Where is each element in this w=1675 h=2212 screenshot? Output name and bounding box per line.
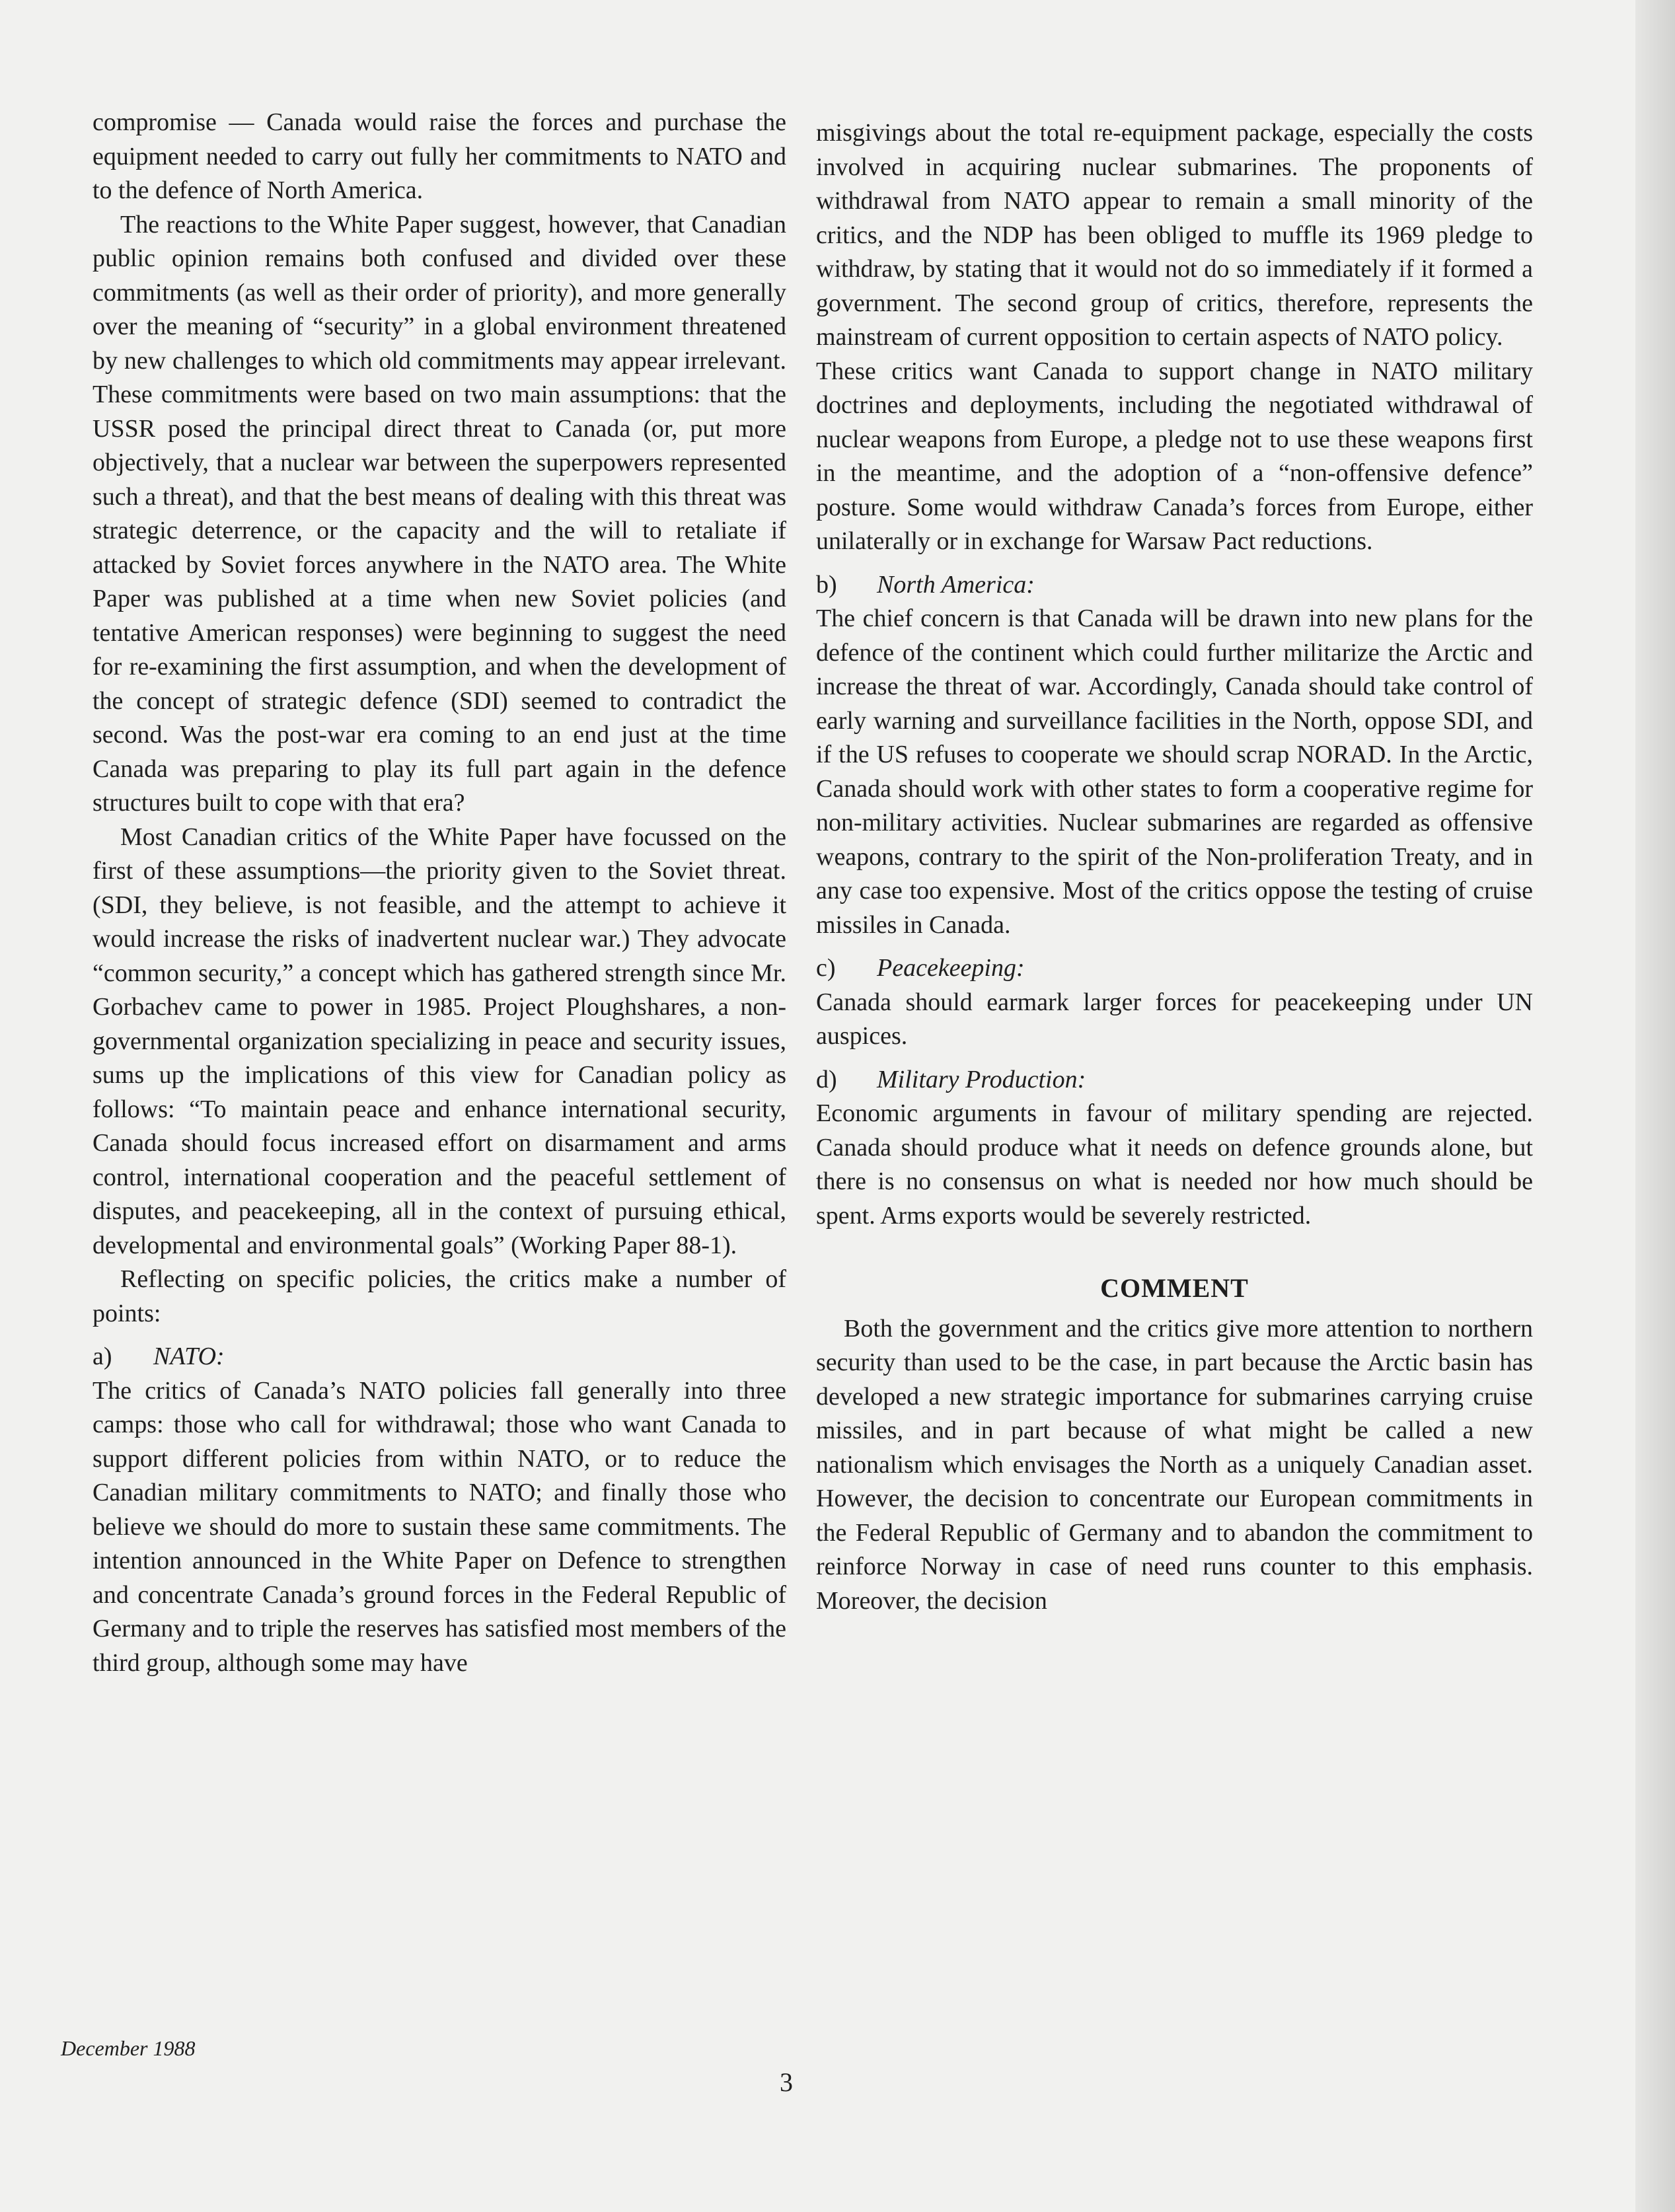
item-b-title: North America:	[877, 570, 1035, 599]
page-edge-shadow	[1635, 0, 1675, 2212]
item-b-letter: b)	[816, 570, 837, 599]
item-a-title: NATO:	[153, 1343, 225, 1370]
item-c-body: Canada should earmark larger forces for peacekeeping under UN auspices.	[816, 988, 1533, 1050]
item-b-body: The chief concern is that Canada will be drawn into new plans for the defence of the continent which could further militarize the Arctic and increase the threat of war. Accordingly, Canada should take control of early warning and surveillance facilities in the North, oppose SDI, and if the US refuses to cooperate we should scrap NORAD. In the Arctic, Canada should work with other states to form a cooperative regime for non-military activities. Nuclear submarines are regarded as offensive weapons, contrary to the spirit of the Non-proliferation Treaty, and in any case too expensive. Most of the critics oppose the testing of cruise missiles in Canada.	[816, 605, 1533, 939]
item-c-heading	[816, 951, 1533, 986]
item-d-letter: d)	[816, 1065, 837, 1093]
item-d-title: Military Production:	[877, 1065, 1086, 1093]
paragraph-critics: Most Canadian critics of the White Paper have focussed on the first of these assumptions—the priority given to the Soviet threat. (SDI, they believe, is not feasible, and the attempt to achieve it would increase the risks of inadvertent nuclear war.) They advocate “common security,” a concept which has gathered strength since Mr. Gorbachev came to power in 1985. Project Ploughshares, a non-governmental organization specializing in peace and security issues, sums up the implications of this view for Canadian policy as follows: “To maintain peace and enhance international security, Canada should focus increased effort on disarmament and arms control, international cooperation and the peaceful settlement of disputes, and peacekeeping, all in the context of pursuing ethical, developmental and environmental goals” (Working Paper 88-1).	[93, 823, 786, 1259]
item-a-body: The critics of Canada’s NATO policies fall generally into three camps: those who call for withdrawal; those who want Canada to support different policies from within NATO, or to reduce the Canadian military commitments to NATO; and finally those who believe we should do more to sustain these same commitments. The intention announced in the White Paper on Defence to strengthen and concentrate Canada’s ground forces in the Federal Republic of Germany and to triple the reserves has satisfied most members of the third group, although some may have	[93, 1376, 786, 1677]
item-b-heading	[816, 568, 1533, 603]
item-a-heading	[93, 1340, 786, 1374]
right-column	[816, 116, 1533, 1618]
comment-heading: COMMENT	[1100, 1273, 1249, 1303]
item-a-letter: a)	[93, 1343, 112, 1370]
item-c-letter: c)	[816, 954, 836, 982]
item-d-body: Economic arguments in favour of military spending are rejected. Canada should produce what it needs on defence grounds alone, but there is no consensus on what is needed nor how much should be spent. Arms exports would be severely restricted.	[816, 1099, 1533, 1230]
page-number: 3	[780, 2067, 793, 2097]
item-a-continuation: misgivings about the total re-equipment package, especially the costs involved in acquiring nuclear submarines. The proponents of withdrawal from NATO appear to remain a small minority of the critics, and the NDP has been obliged to muffle its 1969 pledge to withdraw, by stating that it would not do so immediately if it formed a government. The second group of critics, therefore, represents the mainstream of current opposition to certain aspects of NATO policy.	[816, 119, 1533, 351]
footer-date: December 1988	[61, 2036, 196, 2060]
item-d-heading	[816, 1063, 1533, 1097]
comment-body: Both the government and the critics give more attention to northern security than used to be the case, in part because the Arctic basin has developed a new strategic importance for submarines carrying cruise missiles, and in part because of what might be called a new nationalism which envisages the North as a uniquely Canadian asset. However, the decision to concentrate our European commitments in the Federal Republic of Germany and to abandon the commitment to reinforce Norway in case of need runs counter to this emphasis. Moreover, the decision	[816, 1314, 1533, 1615]
left-column	[93, 106, 786, 1680]
item-a-continuation-2: These critics want Canada to support change in NATO military doctrines and deployments, including the negotiated withdrawal of nuclear weapons from Europe, a pledge not to use these weapons first in the meantime, and the adoption of a “non-offensive defence” posture. Some would withdraw Canada’s forces from Europe, either unilaterally or in exchange for Warsaw Pact reductions.	[816, 357, 1533, 555]
paragraph-compromise: compromise — Canada would raise the forces and purchase the equipment needed to carry out fully her commitments to NATO and to the defence of North America.	[93, 108, 786, 204]
item-c-title: Peacekeeping:	[877, 954, 1025, 982]
paragraph-reactions: The reactions to the White Paper suggest, however, that Canadian public opinion remains both confused and divided over these commitments (as well as their order of priority), and more generally over the meaning of “security” in a global environment threatened by new challenges to which old commitments may appear irrelevant. These commitments were based on two main assumptions: that the USSR posed the principal direct threat to Canada (or, put more objectively, that a nuclear war between the superpowers represented such a threat), and that the best means of dealing with this threat was strategic deterrence, or the capacity and the will to retaliate if attacked by Soviet forces anywhere in the NATO area. The White Paper was published at a time when new Soviet policies (and tentative American responses) were beginning to suggest the need for re-examining the first assumption, and when the development of the concept of strategic defence (SDI) seemed to contradict the second. Was the post-war era coming to an end just at the time Canada was preparing to play its full part again in the defence structures built to cope with that era?	[93, 210, 786, 817]
paragraph-reflecting: Reflecting on specific policies, the critics make a number of points:	[93, 1265, 786, 1327]
